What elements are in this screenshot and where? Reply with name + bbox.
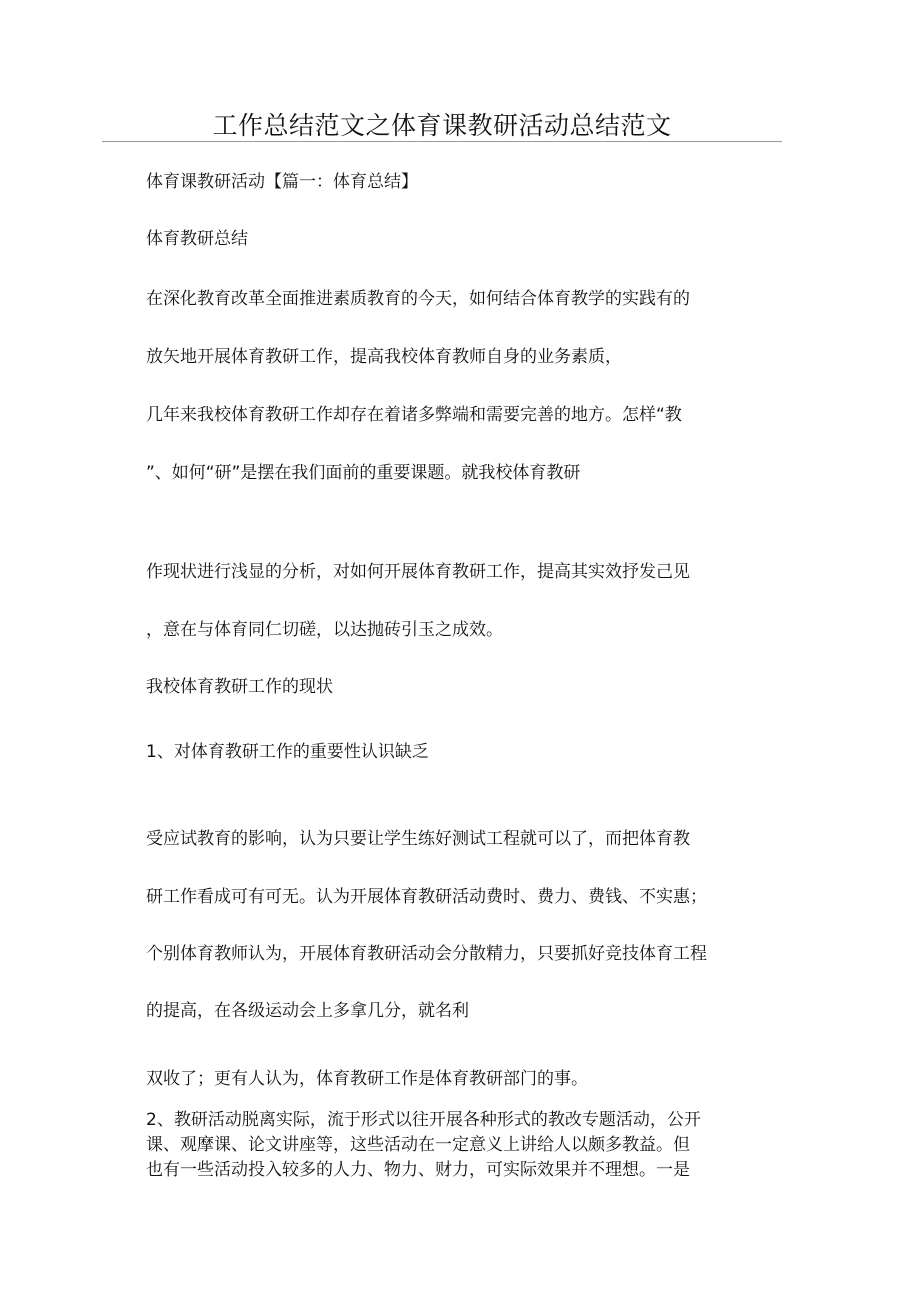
text-line: 课、观摩课、论文讲座等，这些活动在一定意义上讲给人以颇多教益。但	[146, 1135, 690, 1155]
text-line: 双收了；更有人认为，体育教研工作是体育教研部门的事。	[146, 1069, 588, 1089]
document-title: 工作总结范文之体育课教研活动总结范文	[212, 111, 672, 140]
text-line: 我校体育教研工作的现状	[146, 677, 333, 697]
text-line: 几年来我校体育教研工作却存在着诸多弊端和需要完善的地方。怎样“教	[146, 405, 682, 425]
text-line: 在深化教育改革全面推进素质教育的今天，如何结合体育教学的实践有的	[146, 289, 690, 309]
text-line: 也有一些活动投入较多的人力、物力、财力，可实际效果并不理想。一是	[146, 1160, 690, 1180]
text-line: 1、对体育教研工作的重要性认识缺乏	[146, 742, 429, 762]
text-line: 作现状进行浅显的分析，对如何开展体育教研工作，提高其实效抒发己见	[146, 562, 690, 582]
title-underline	[102, 141, 782, 142]
text-line: 放矢地开展体育教研工作，提高我校体育教师自身的业务素质，	[146, 347, 622, 367]
text-line: 个别体育教师认为，开展体育教研活动会分散精力，只要抓好竞技体育工程	[146, 944, 707, 964]
text-line: ，意在与体育同仁切磋，以达抛砖引玉之成效。	[146, 620, 503, 640]
text-line: ”、如何“研”是摆在我们面前的重要课题。就我校体育教研	[146, 463, 581, 483]
text-line: 2、教研活动脱离实际，流于形式以往开展各种形式的教改专题活动，公开	[146, 1110, 701, 1130]
text-line: 研工作看成可有可无。认为开展体育教研活动费时、费力、费钱、不实惠；	[146, 887, 707, 907]
text-line: 体育课教研活动【篇一：体育总结】	[146, 172, 418, 192]
text-line: 体育教研总结	[146, 229, 248, 249]
text-line: 的提高，在各级运动会上多拿几分，就名利	[146, 1001, 469, 1021]
text-line: 受应试教育的影响，认为只要让学生练好测试工程就可以了，而把体育教	[146, 829, 690, 849]
